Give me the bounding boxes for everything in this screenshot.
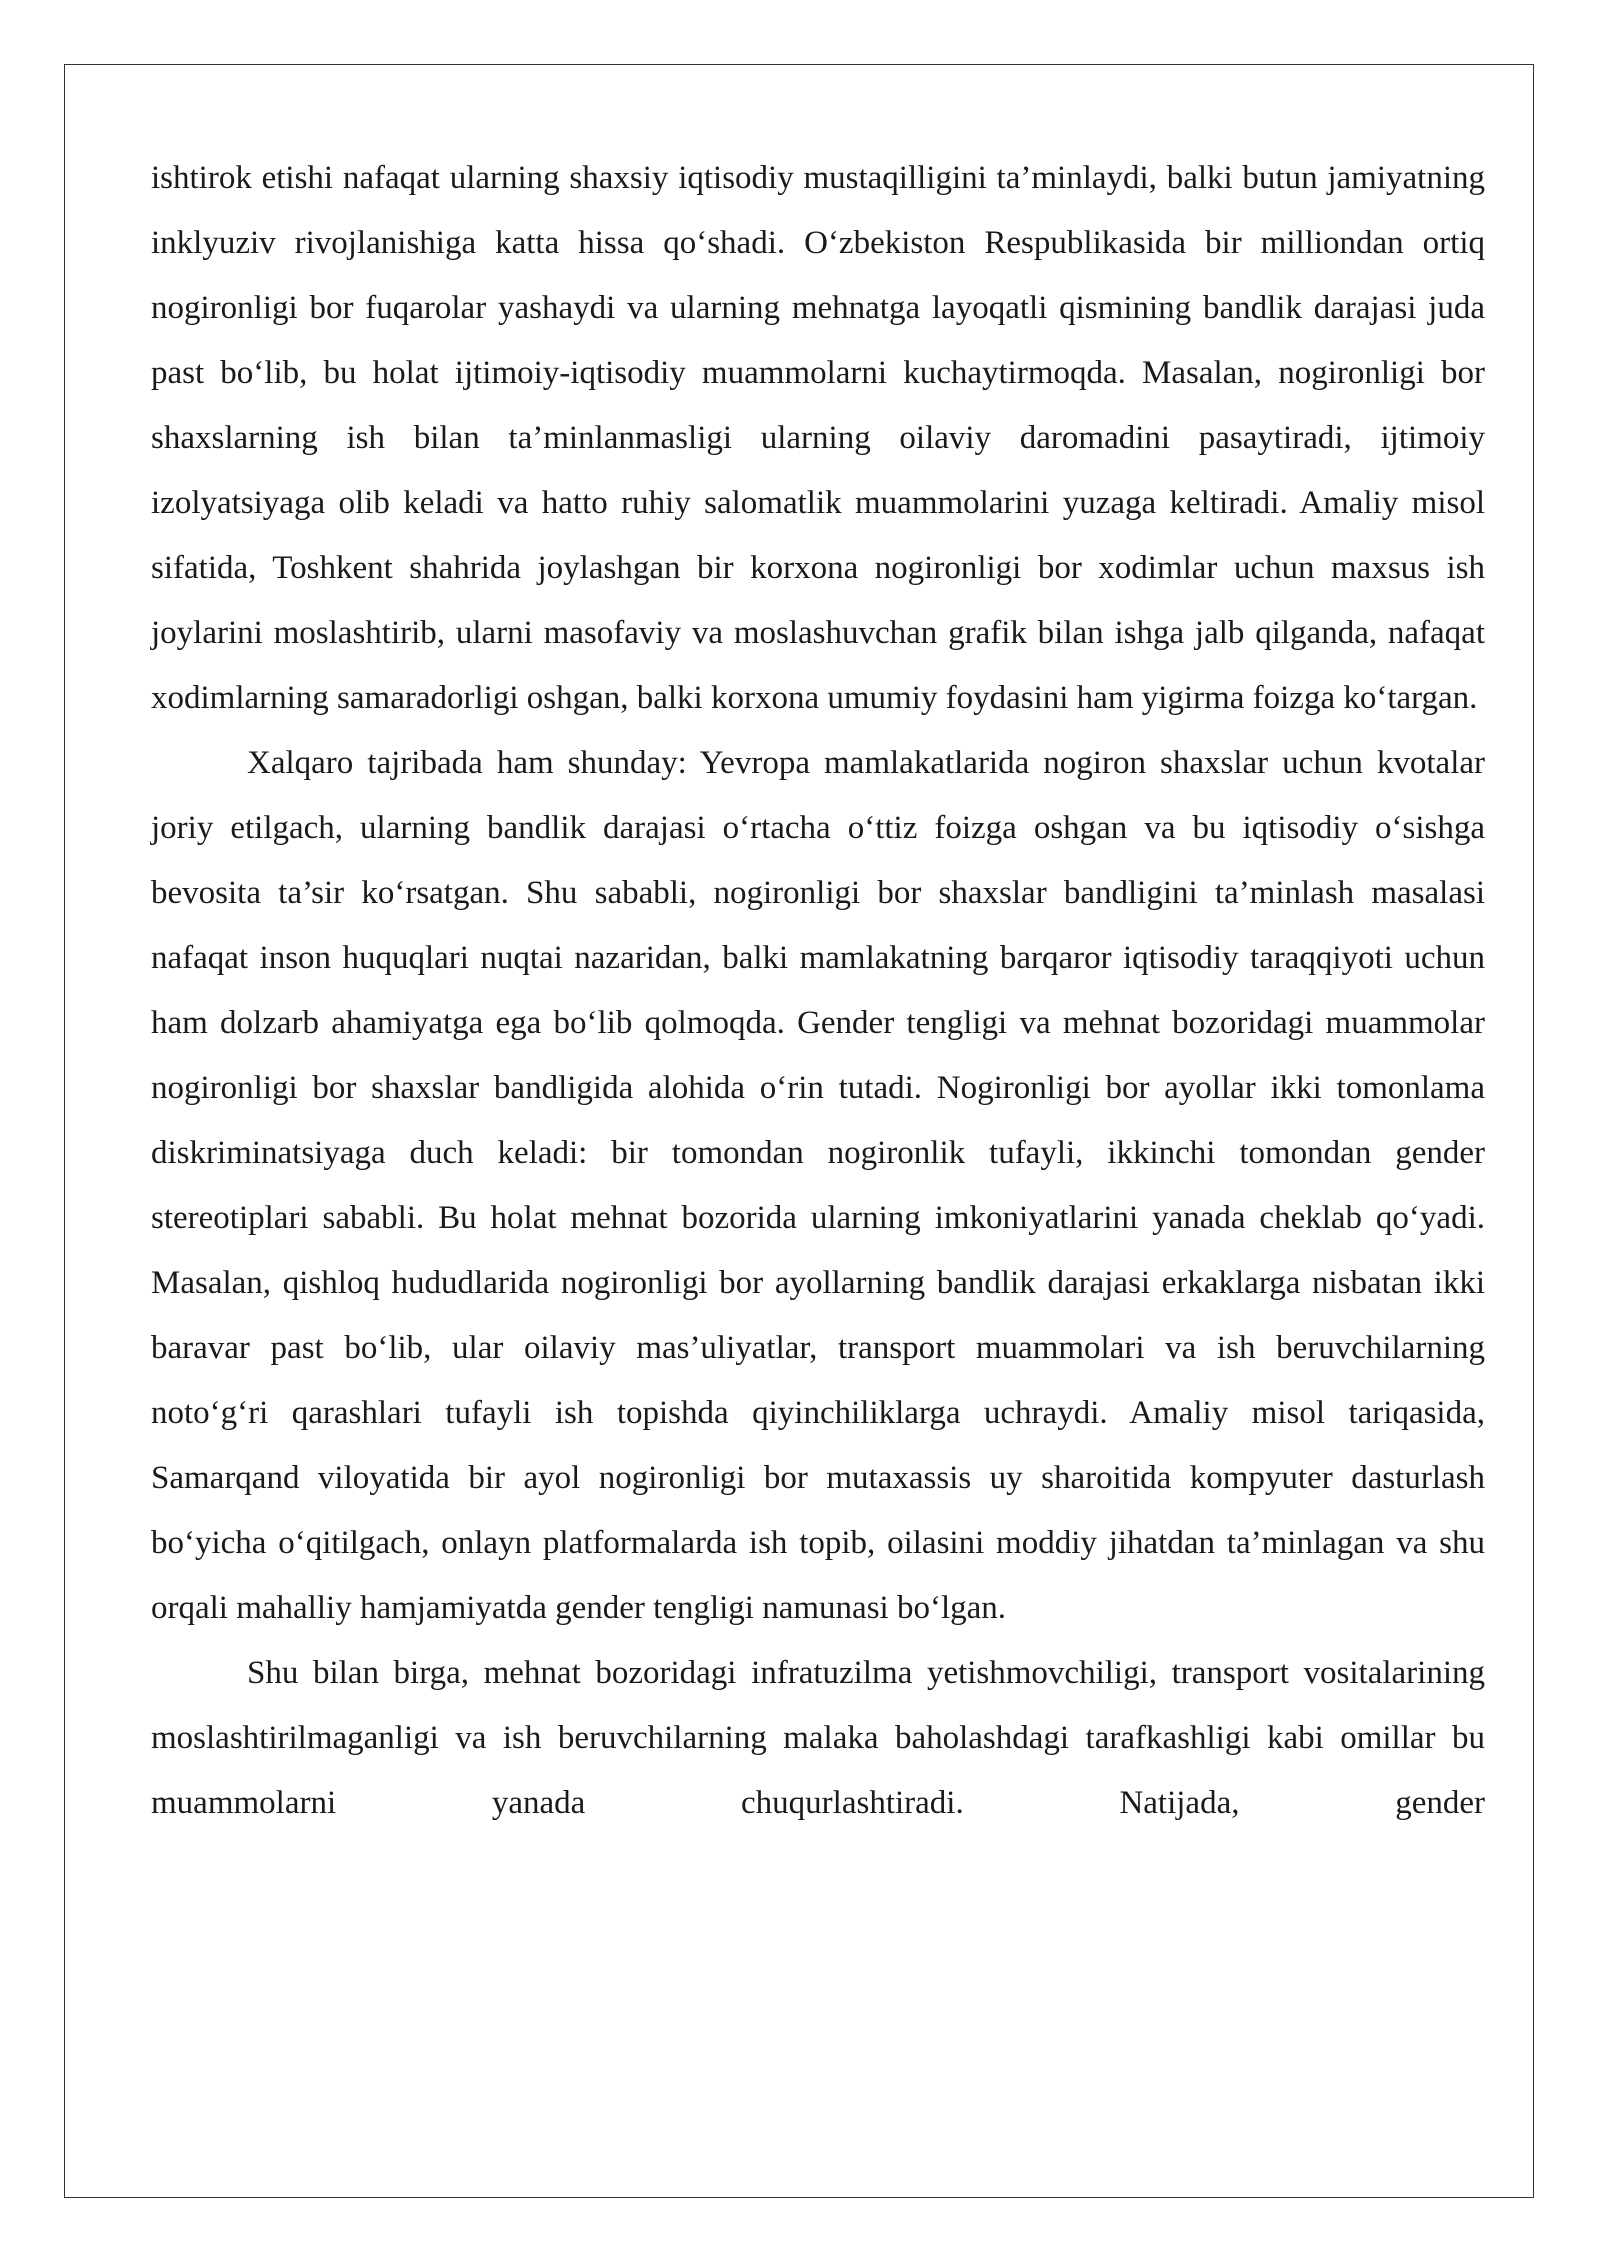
paragraph-1: ishtirok etishi nafaqat ularning shaxsiy iqtisodiy mustaqilligini ta’minlaydi, balki butun jamiyatning inklyuziv rivojlanishiga katta hissa qo‘shadi. O‘zbekiston Respublikasida bir milliondan ortiq nogironligi bor fuqarolar yashaydi va ularning mehnatga layoqatli qismining bandlik darajasi juda past bo‘lib, bu holat ijtimoiy-iqtisodiy muammolarni kuchaytirmoqda. Masalan, nogironligi bor shaxslarning ish bilan ta’minlanmasligi ularning oilaviy daromadini pasaytiradi, ijtimoiy izolyatsiyaga olib keladi va hatto ruhiy salomatlik muammolarini yuzaga keltiradi. Amaliy misol sifatida, Toshkent shahrida joylashgan bir korxona nogironligi bor xodimlar uchun maxsus ish joylarini moslashtirib, ularni masofaviy va moslashuvchan grafik bilan ishga jalb qilganda, nafaqat xodimlarning samaradorligi oshgan, balki korxona umumiy foydasini ham yigirma foizga ko‘targan. [151, 160, 1485, 716]
document-body [151, 146, 1485, 1836]
paragraph-3: Shu bilan birga, mehnat bozoridagi infratuzilma yetishmovchiligi, transport vositalarining moslashtirilmaganligi va ish beruvchilarning malaka baholashdagi tarafkashligi kabi omillar bu muammolarni yanada chuqurlashtiradi. Natijada, gender [151, 1655, 1485, 1821]
paragraph-2: Xalqaro tajribada ham shunday: Yevropa mamlakatlarida nogiron shaxslar uchun kvotalar joriy etilgach, ularning bandlik darajasi o‘rtacha o‘ttiz foizga oshgan va bu iqtisodiy o‘sishga bevosita ta’sir ko‘rsatgan. Shu sababli, nogironligi bor shaxslar bandligini ta’minlash masalasi nafaqat inson huquqlari nuqtai nazaridan, balki mamlakatning barqaror iqtisodiy taraqqiyoti uchun ham dolzarb ahamiyatga ega bo‘lib qolmoqda. Gender tengligi va mehnat bozoridagi muammolar nogironligi bor shaxslar bandligida alohida o‘rin tutadi. Nogironligi bor ayollar ikki tomonlama diskriminatsiyaga duch keladi: bir tomondan nogironlik tufayli, ikkinchi tomondan gender stereotiplari sababli. Bu holat mehnat bozorida ularning imkoniyatlarini yanada cheklab qo‘yadi. Masalan, qishloq hududlarida nogironligi bor ayollarning bandlik darajasi erkaklarga nisbatan ikki baravar past bo‘lib, ular oilaviy mas’uliyatlar, transport muammolari va ish beruvchilarning noto‘g‘ri qarashlari tufayli ish topishda qiyinchiliklarga uchraydi. Amaliy misol tariqasida, Samarqand viloyatida bir ayol nogironligi bor mutaxassis uy sharoitida kompyuter dasturlash bo‘yicha o‘qitilgach, onlayn platformalarda ish topib, oilasini moddiy jihatdan ta’minlagan va shu orqali mahalliy hamjamiyatda gender tengligi namunasi bo‘lgan. [151, 745, 1485, 1626]
